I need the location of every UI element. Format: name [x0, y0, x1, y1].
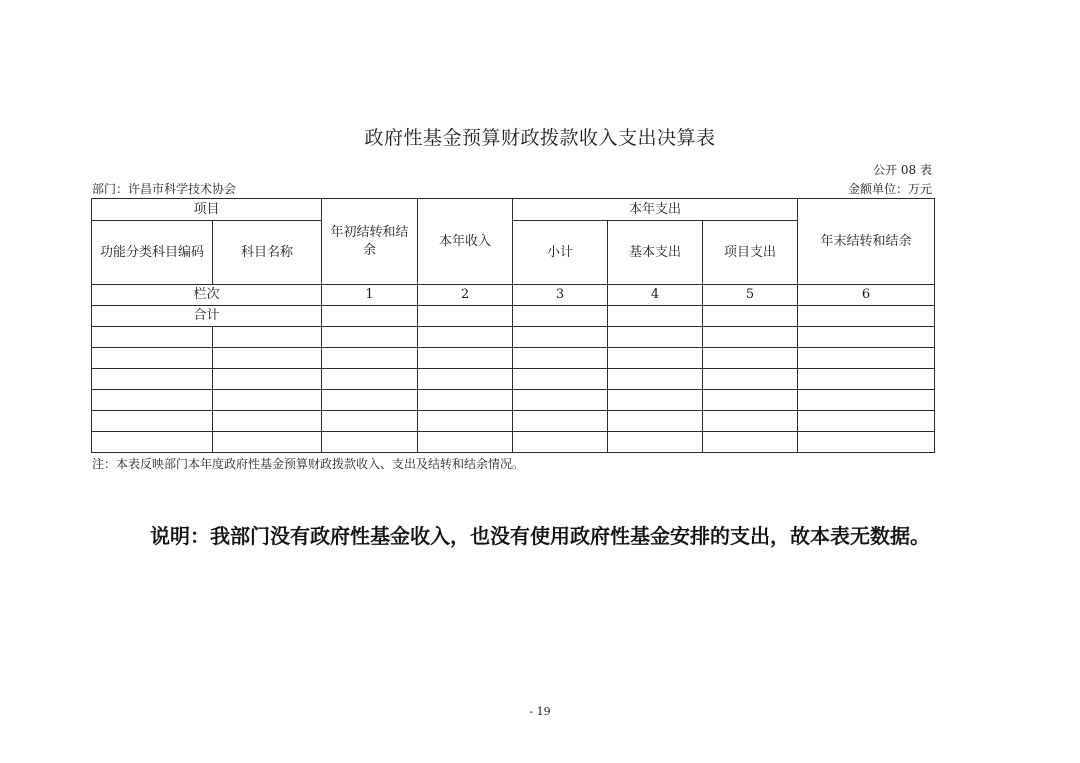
table-cell: [418, 411, 513, 432]
table-cell: [213, 411, 322, 432]
table-cell: [92, 411, 213, 432]
table-row: [92, 390, 935, 411]
table-cell: [513, 432, 608, 453]
table-cell: [322, 348, 418, 369]
total-row: [92, 306, 935, 327]
index-col-2: 2: [418, 285, 513, 306]
index-row: [92, 285, 935, 306]
header-project: 项目: [92, 199, 322, 221]
table-cell: [703, 390, 798, 411]
table-cell: [513, 348, 608, 369]
department-label: 部门：许昌市科学技术协会: [92, 182, 237, 196]
table-row: [92, 432, 935, 453]
total-row-label: 合计: [92, 306, 322, 327]
index-col-4: 4: [608, 285, 703, 306]
table-cell: [213, 327, 322, 348]
index-col-3: 3: [513, 285, 608, 306]
table-cell: [322, 432, 418, 453]
table-cell: [798, 327, 935, 348]
table-cell: [213, 432, 322, 453]
index-col-1: 1: [322, 285, 418, 306]
form-number: 公开 08 表: [873, 163, 932, 177]
table-row: [92, 348, 935, 369]
table-cell: [608, 390, 703, 411]
unit-label: 金额单位：万元: [847, 182, 932, 196]
table-cell: [213, 348, 322, 369]
table-cell: [418, 348, 513, 369]
table-cell: [418, 432, 513, 453]
table-cell: [798, 348, 935, 369]
table-cell: [92, 327, 213, 348]
table-cell: [92, 369, 213, 390]
table-cell: [92, 390, 213, 411]
table-cell: [513, 369, 608, 390]
table-cell: [703, 432, 798, 453]
table-cell: [608, 432, 703, 453]
table-cell: [703, 348, 798, 369]
table-cell: [213, 390, 322, 411]
header-opening-balance: [322, 199, 418, 285]
table-row: [92, 411, 935, 432]
header-current-income: 本年收入: [418, 199, 513, 285]
table-cell: [513, 327, 608, 348]
table-cell: [92, 432, 213, 453]
index-col-5: 5: [703, 285, 798, 306]
table-cell: [322, 369, 418, 390]
table-cell: [513, 306, 608, 327]
table-cell: [608, 327, 703, 348]
table-cell: [418, 369, 513, 390]
table-cell: [322, 306, 418, 327]
table-cell: [513, 411, 608, 432]
table-cell: [608, 411, 703, 432]
table-cell: [322, 327, 418, 348]
table-cell: [608, 369, 703, 390]
table-row: [92, 327, 935, 348]
table-cell: [703, 369, 798, 390]
table-cell: [418, 327, 513, 348]
table-cell: [703, 327, 798, 348]
table-cell: [608, 306, 703, 327]
header-func-code: 功能分类科目编码: [92, 221, 213, 285]
header-subtotal: 小计: [513, 221, 608, 285]
header-opening-balance-text: 年初结转和结余: [330, 224, 409, 258]
budget-table: [91, 198, 935, 453]
table-cell: [418, 306, 513, 327]
table-cell: [608, 348, 703, 369]
index-row-label: 栏次: [92, 285, 322, 306]
page-title: 政府性基金预算财政拨款收入支出决算表: [364, 127, 716, 149]
header-current-expense: 本年支出: [513, 199, 798, 221]
table-cell: [322, 411, 418, 432]
table-cell: [798, 306, 935, 327]
table-cell: [798, 390, 935, 411]
table-row: [92, 369, 935, 390]
table-cell: [798, 369, 935, 390]
table-cell: [213, 369, 322, 390]
table-cell: [703, 306, 798, 327]
header-project-expense: 项目支出: [703, 221, 798, 285]
page-number: - 19: [529, 705, 551, 718]
table-cell: [703, 411, 798, 432]
table-cell: [92, 348, 213, 369]
table-cell: [798, 432, 935, 453]
table-cell: [513, 390, 608, 411]
header-closing-balance: 年末结转和结余: [798, 199, 935, 285]
table-cell: [418, 390, 513, 411]
table-cell: [798, 411, 935, 432]
index-col-6: 6: [798, 285, 935, 306]
table-cell: [322, 390, 418, 411]
header-subject-name: 科目名称: [213, 221, 322, 285]
header-basic-expense: 基本支出: [608, 221, 703, 285]
explanation-text: 说明：我部门没有政府性基金收入，也没有使用政府性基金安排的支出，故本表无数据。: [150, 524, 930, 548]
table-note: 注：本表反映部门本年度政府性基金预算财政拨款收入、支出及结转和结余情况。: [92, 457, 525, 471]
